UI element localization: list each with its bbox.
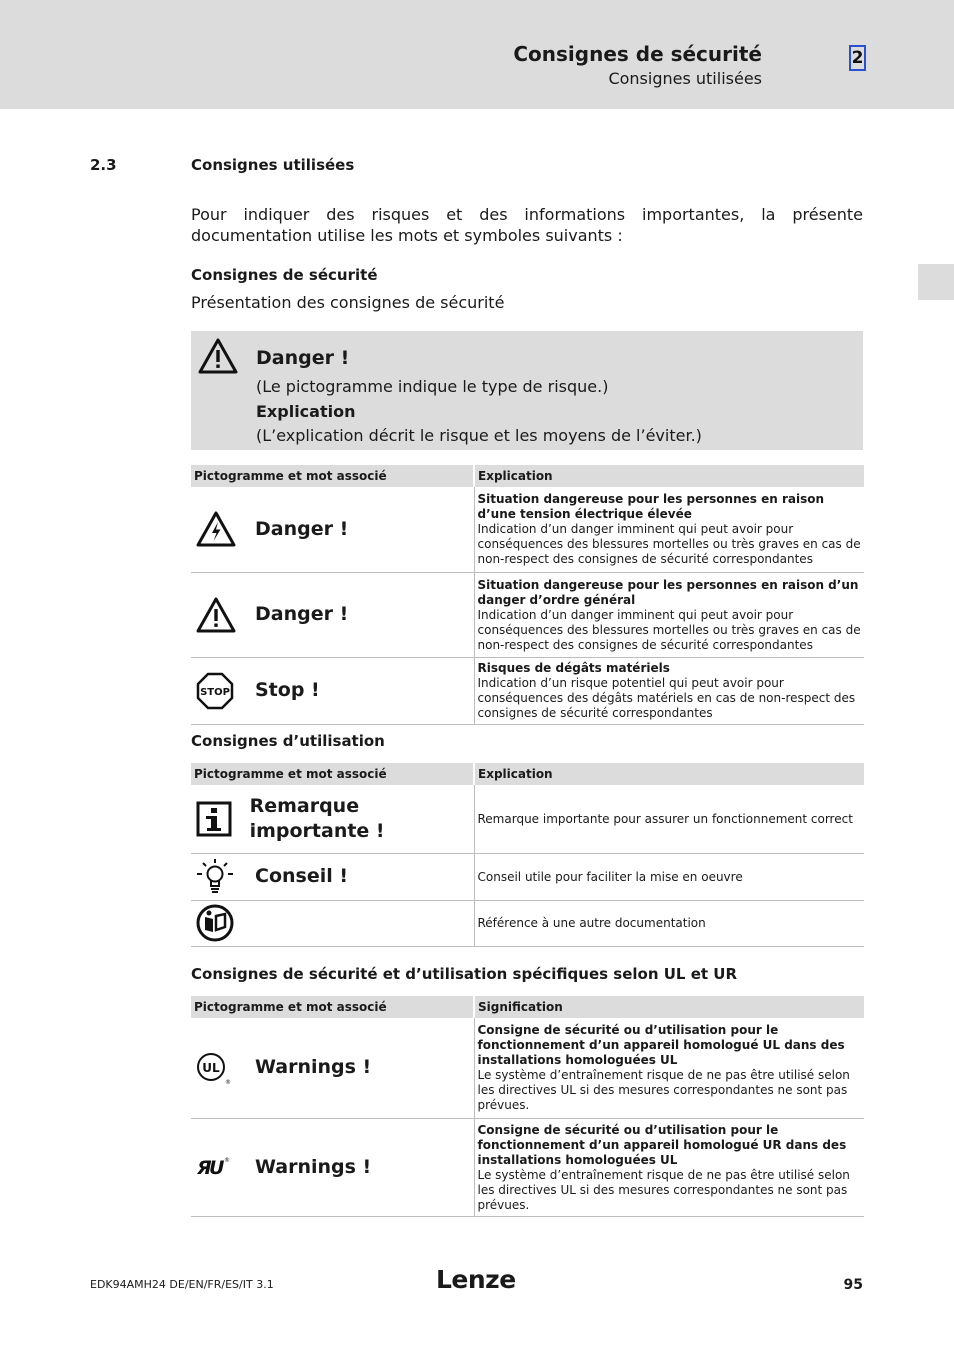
row-word: Conseil !	[255, 865, 349, 887]
row-text: Indication d’un danger imminent qui peut avoir pour conséquences des blessures mortelles ou très graves en cas de non-respect des consignes de sécurité correspondantes	[477, 522, 861, 567]
section-title: Consignes utilisées	[191, 156, 355, 174]
row-word: Danger !	[255, 517, 349, 540]
col-header-pictogram: Pictogramme et mot associé	[191, 996, 474, 1018]
row-text: Conseil utile pour faciliter la mise en oeuvre	[474, 853, 864, 900]
page-number: 95	[843, 1277, 863, 1293]
table-row	[191, 900, 864, 946]
ul-heading: Consignes de sécurité et d’utilisation spécifiques selon UL et UR	[191, 965, 737, 983]
row-word: Warnings !	[255, 1155, 372, 1178]
safety-heading: Consignes de sécurité	[191, 266, 378, 284]
danger-box-title: Danger !	[256, 347, 350, 369]
side-tab-marker	[918, 264, 954, 300]
row-bold-text: Consigne de sécurité ou d’utilisation pour le fonctionnement d’un appareil homologué UR dans des installations homologuées UL	[477, 1122, 847, 1167]
danger-box-line1: (Le pictogramme indique le type de risque.)	[256, 377, 609, 396]
warning-triangle-icon	[197, 337, 239, 375]
row-bold-text: Risques de dégâts matériels	[477, 661, 670, 675]
row-word: Warnings !	[255, 1056, 372, 1079]
stop-sign-icon	[195, 671, 235, 711]
col-header-pictogram: Pictogramme et mot associé	[191, 763, 474, 785]
row-word: Stop !	[255, 679, 320, 701]
section-number: 2.3	[90, 156, 117, 174]
danger-example-box	[191, 331, 863, 450]
table-row	[191, 785, 864, 853]
usage-heading: Consignes d’utilisation	[191, 732, 385, 750]
ur-recognized-icon	[195, 1154, 229, 1180]
row-bold-text: Consigne de sécurité ou d’utilisation pour le fonctionnement d’un appareil homologué UL dans des installations homologuées UL	[477, 1023, 845, 1068]
info-icon	[195, 800, 233, 838]
table-row	[191, 657, 864, 724]
svg-text:UL: UL	[202, 1060, 220, 1075]
row-text: Le système d’entraînement risque de ne pas être utilisé selon les directives UL si des mesures correspondantes ne sont pas prévues.	[477, 1068, 850, 1113]
table-header-row	[191, 465, 864, 487]
table-header-row	[191, 996, 864, 1018]
row-text: Indication d’un danger imminent qui peut avoir pour conséquences des blessures mortelles ou très graves en cas de non-respect des consignes de sécurité correspondantes	[477, 607, 861, 652]
ul-table	[191, 996, 864, 1217]
chapter-number-link[interactable]: 2	[849, 45, 866, 71]
table-row	[191, 572, 864, 657]
svg-text:STOP: STOP	[200, 686, 230, 698]
footer-doc-code: EDK94AMH24 DE/EN/FR/ES/IT 3.1	[90, 1278, 274, 1291]
row-word: Remarque importante !	[249, 794, 385, 842]
row-text: Indication d’un risque potentiel qui peut avoir pour conséquences des dégâts matériels en cas de non-respect des consignes de sécurité correspondantes	[477, 676, 856, 720]
lightbulb-icon	[195, 857, 235, 897]
ul-listed-icon	[195, 1051, 229, 1085]
header-band	[0, 0, 954, 109]
danger-box-line2: (L’explication décrit le risque et les moyens de l’éviter.)	[256, 426, 702, 445]
row-bold-text: Situation dangereuse pour les personnes en raison d’une tension électrique élevée	[477, 492, 825, 522]
chapter-subtitle: Consignes utilisées	[608, 69, 762, 88]
electric-hazard-icon	[195, 510, 237, 548]
table-row	[191, 1118, 864, 1216]
general-danger-icon	[195, 596, 237, 634]
usage-table	[191, 763, 864, 947]
table-row	[191, 1018, 864, 1118]
row-text: Remarque importante pour assurer un fonctionnement correct	[474, 785, 864, 853]
table-row	[191, 487, 864, 572]
safety-caption: Présentation des consignes de sécurité	[191, 293, 505, 312]
lenze-logo: Lenze	[436, 1265, 516, 1294]
col-header-explanation: Explication	[474, 465, 864, 487]
row-text: Le système d’entraînement risque de ne pas être utilisé selon les directives UL si des mesures correspondantes ne sont pas prévues.	[477, 1167, 850, 1212]
col-header-explanation: Explication	[474, 763, 864, 785]
col-header-meaning: Signification	[474, 996, 864, 1018]
row-word: Danger !	[255, 603, 349, 625]
svg-text:®: ®	[224, 1157, 230, 1164]
col-header-pictogram: Pictogramme et mot associé	[191, 465, 474, 487]
svg-text:®: ®	[225, 1078, 231, 1086]
table-header-row	[191, 763, 864, 785]
svg-text:Я: Я	[197, 1157, 212, 1179]
intro-paragraph: Pour indiquer des risques et des informations importantes, la présente documentation utilise les mots et symboles suivants :	[191, 205, 863, 245]
svg-text:U: U	[209, 1157, 225, 1179]
danger-box-label: Explication	[256, 402, 356, 421]
row-text: Référence à une autre documentation	[474, 900, 864, 946]
table-row	[191, 853, 864, 900]
reference-book-icon	[195, 903, 235, 943]
chapter-title: Consignes de sécurité	[513, 42, 762, 66]
row-bold-text: Situation dangereuse pour les personnes en raison d’un danger d’ordre général	[477, 577, 859, 607]
safety-table	[191, 465, 864, 725]
